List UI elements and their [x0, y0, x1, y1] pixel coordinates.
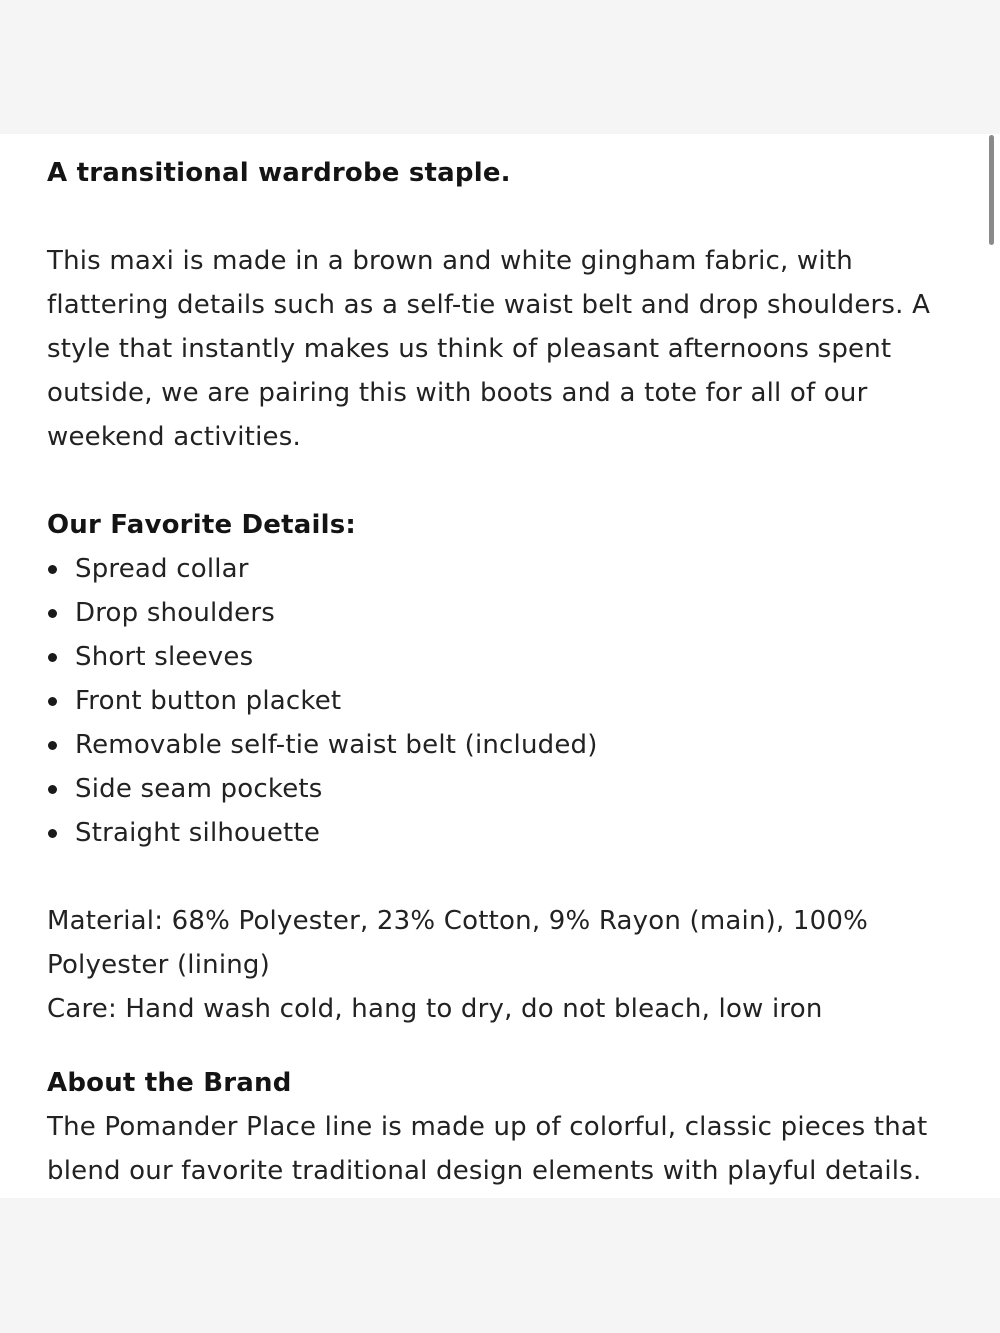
description-paragraph: This maxi is made in a brown and white gingham fabric, with flattering details such as a self-tie waist belt and drop shoulders. A style that instantly makes us think of pleasant afternoons spent outside, we are pairing this with boots and a tote for all of our weekend activities. — [47, 246, 931, 452]
material-text: Material: 68% Polyester, 23% Cotton, 9% Rayon (main), 100% Polyester (lining) — [47, 906, 869, 980]
list-item — [47, 547, 957, 591]
bullet-icon — [48, 653, 57, 662]
scrollbar-thumb[interactable] — [989, 135, 994, 245]
spacer — [47, 1031, 957, 1061]
list-item — [47, 767, 957, 811]
bullet-icon — [48, 697, 57, 706]
list-item-label: Spread collar — [75, 554, 249, 584]
details-heading: Our Favorite Details: — [47, 510, 357, 540]
list-item — [47, 723, 957, 767]
bullet-icon — [48, 565, 57, 574]
spacer — [47, 459, 957, 503]
list-item-label: Short sleeves — [75, 642, 254, 672]
list-item — [47, 635, 957, 679]
list-item — [47, 591, 957, 635]
spacer — [47, 195, 957, 239]
brand-paragraph: The Pomander Place line is made up of colorful, classic pieces that blend our favorite traditional design elements with playful details. — [47, 1112, 928, 1186]
list-item-label: Drop shoulders — [75, 598, 275, 628]
care-text: Care: Hand wash cold, hang to dry, do not bleach, low iron — [47, 994, 823, 1024]
bullet-icon — [48, 741, 57, 750]
bullet-icon — [48, 829, 57, 838]
brand-heading: About the Brand — [47, 1068, 292, 1098]
list-item-label: Straight silhouette — [75, 818, 321, 848]
list-item — [47, 679, 957, 723]
list-item — [47, 811, 957, 855]
bottom-backdrop — [0, 1198, 1000, 1333]
bullet-icon — [48, 785, 57, 794]
details-list — [47, 547, 957, 855]
list-item-label: Front button placket — [75, 686, 342, 716]
list-item-label: Removable self-tie waist belt (included) — [75, 730, 598, 760]
bullet-icon — [48, 609, 57, 618]
tagline-heading: A transitional wardrobe staple. — [47, 158, 511, 188]
product-description — [47, 151, 957, 1193]
spacer — [47, 855, 957, 899]
top-backdrop — [0, 0, 1000, 134]
list-item-label: Side seam pockets — [75, 774, 323, 804]
